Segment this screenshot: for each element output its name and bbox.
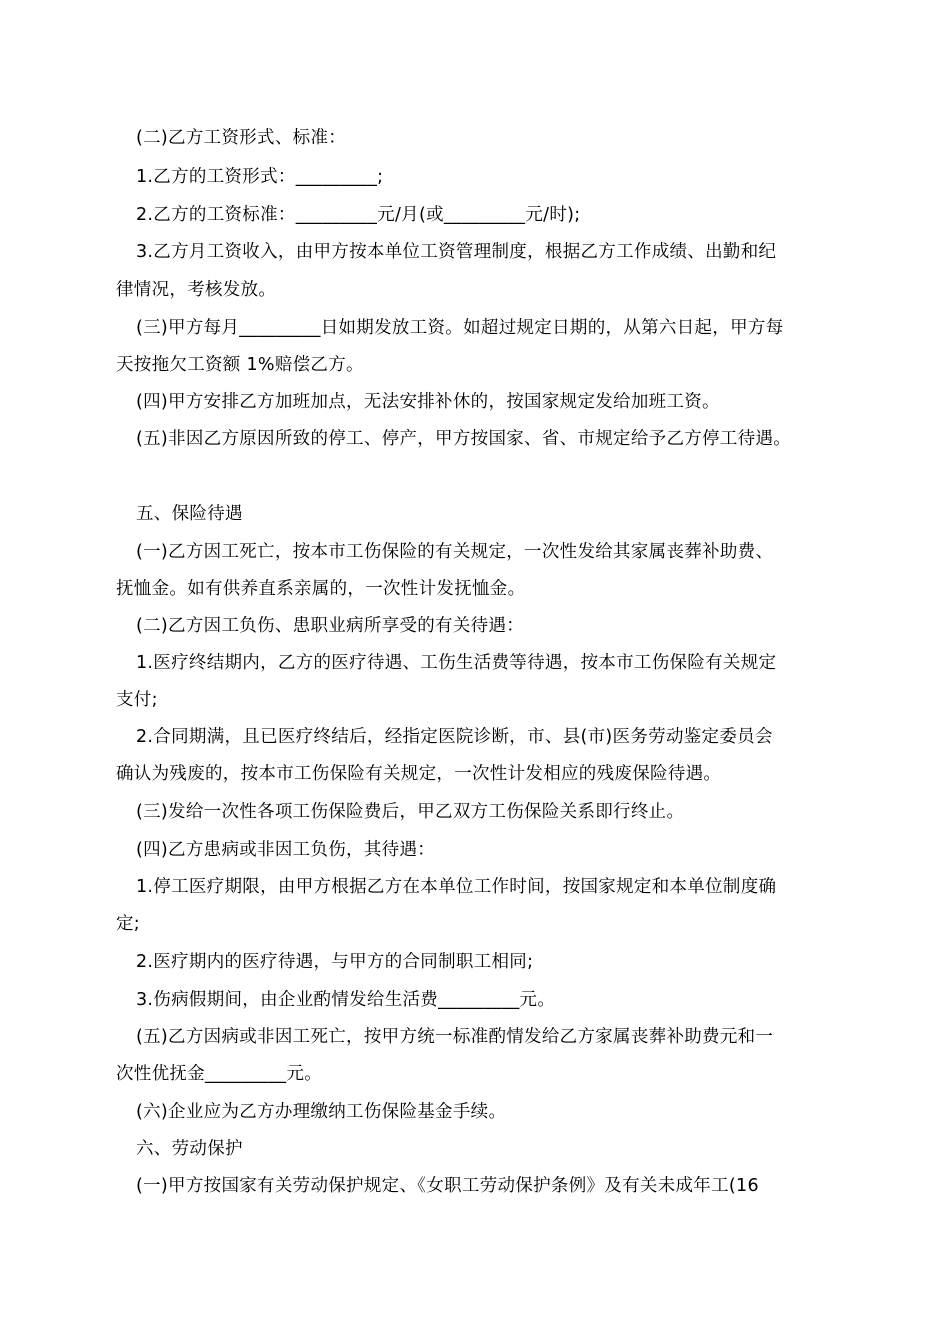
insurance-item-1-cont: 支付;: [116, 690, 158, 710]
sick-item-2: 2.医疗期内的医疗待遇，与甲方的合同制职工相同;: [136, 952, 534, 972]
insurance-clause-4: (四)乙方患病或非因工负伤，其待遇：: [136, 840, 436, 860]
clause-5-stoppage: (五)非因乙方原因所致的停工、停产，甲方按国家、省、市规定给予乙方停工待遇。: [136, 429, 792, 449]
insurance-item-1: 1.医疗终结期内，乙方的医疗待遇、工伤生活费等待遇，按本市工伤保险有关规定: [136, 653, 777, 673]
clause-3-paydate: (三)甲方每月_________日如期发放工资。如超过规定日期的，从第六日起，甲方每: [136, 318, 784, 338]
insurance-clause-5: (五)乙方因病或非因工死亡，按甲方统一标准酌情发给乙方家属丧葬补助费元和一: [136, 1027, 774, 1047]
monthly-wage-item-cont: 律情况，考核发放。: [116, 280, 277, 300]
sick-item-1: 1.停工医疗期限，由甲方根据乙方在本单位工作时间，按国家规定和本单位制度确: [136, 877, 777, 897]
insurance-clause-6: (六)企业应为乙方办理缴纳工伤保险基金手续。: [136, 1102, 507, 1122]
clause-4-overtime: (四)甲方安排乙方加班加点，无法安排补休的，按国家规定发给加班工资。: [136, 392, 720, 412]
insurance-item-2: 2.合同期满，且已医疗终结后，经指定医院诊断，市、县(市)医务劳动鉴定委员会: [136, 727, 773, 747]
section-5-heading: 五、保险待遇: [136, 504, 243, 524]
insurance-clause-1: (一)乙方因工死亡，按本市工伤保险的有关规定，一次性发给其家属丧葬补助费、: [136, 542, 774, 562]
monthly-wage-item: 3.乙方月工资收入，由甲方按本单位工资管理制度，根据乙方工作成绩、出勤和纪: [136, 242, 777, 262]
insurance-clause-3: (三)发给一次性各项工伤保险费后，甲乙双方工伤保险关系即行终止。: [136, 802, 685, 822]
insurance-clause-2: (二)乙方因工负伤、患职业病所享受的有关待遇：: [136, 616, 525, 636]
protection-clause-1: (一)甲方按国家有关劳动保护规定、《女职工劳动保护条例》及有关未成年工(16: [136, 1176, 759, 1196]
clause-3-paydate-cont: 天按拖欠工资额 1%赔偿乙方。: [116, 355, 364, 375]
insurance-clause-5-cont: 次性优抚金_________元。: [116, 1064, 323, 1084]
wage-form-item: 1.乙方的工资形式：_________;: [136, 167, 384, 187]
insurance-clause-1-cont: 抚恤金。如有供养直系亲属的，一次性计发抚恤金。: [116, 579, 526, 599]
wage-standard-item: 2.乙方的工资标准：_________元/月(或_________元/时);: [136, 205, 581, 225]
clause-2-heading: (二)乙方工资形式、标准：: [136, 128, 347, 148]
sick-item-1-cont: 定;: [116, 914, 140, 934]
sick-item-3: 3.伤病假期间，由企业酌情发给生活费_________元。: [136, 990, 556, 1010]
section-6-heading: 六、劳动保护: [136, 1139, 243, 1159]
insurance-item-2-cont: 确认为残废的，按本市工伤保险有关规定，一次性计发相应的残废保险待遇。: [116, 764, 722, 784]
